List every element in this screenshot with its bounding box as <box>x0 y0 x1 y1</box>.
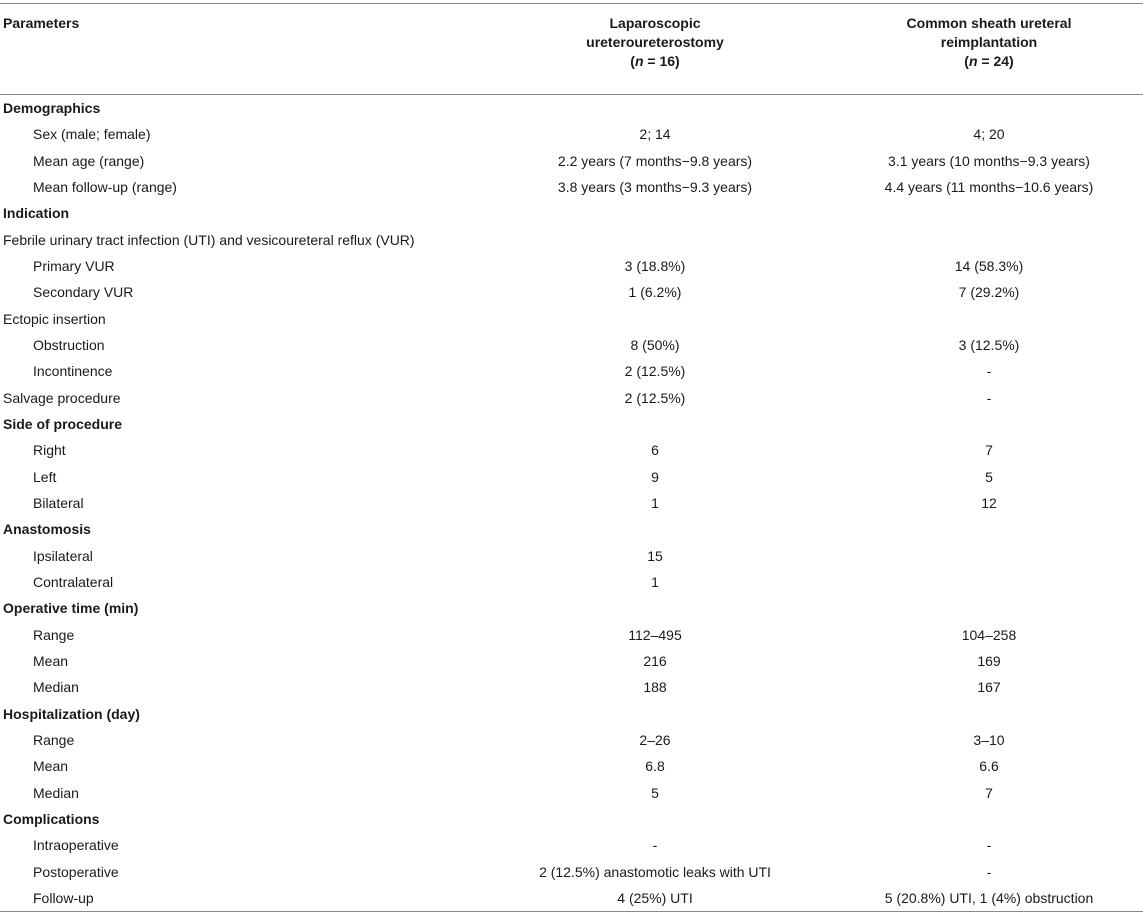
laparoscopic-value: 188 <box>643 679 667 696</box>
section-heading: Operative time (min) <box>3 600 139 617</box>
table-row <box>0 595 1143 621</box>
section-heading: Side of procedure <box>3 415 123 432</box>
table-row <box>0 411 1143 437</box>
table-row <box>0 226 1143 252</box>
row-label: Range <box>33 732 75 749</box>
common-sheath-value: - <box>986 863 992 880</box>
laparoscopic-value: 112–495 <box>628 626 682 643</box>
row-label: Right <box>33 442 66 459</box>
common-sheath-value: - <box>986 363 992 380</box>
table-row <box>0 806 1143 832</box>
laparoscopic-value <box>475 200 835 226</box>
laparoscopic-value <box>475 95 835 122</box>
laparoscopic-value: 2 (12.5%) <box>624 363 686 380</box>
table-row <box>0 490 1143 516</box>
table-body <box>0 95 1143 912</box>
common-sheath-value <box>835 569 1143 595</box>
laparoscopic-value: 2; 14 <box>639 126 671 143</box>
laparoscopic-value: 15 <box>647 547 663 564</box>
common-sheath-value: 5 <box>985 468 993 485</box>
header-group2-line1: Common sheath ureteral <box>906 15 1072 31</box>
table-row <box>0 859 1143 885</box>
table-row <box>0 384 1143 410</box>
table-row <box>0 516 1143 542</box>
common-sheath-value: 169 <box>977 653 1001 670</box>
laparoscopic-value: 1 (6.2%) <box>628 284 682 301</box>
common-sheath-value: 7 (29.2%) <box>958 284 1020 301</box>
table-row <box>0 753 1143 779</box>
section-heading: Indication <box>3 205 70 222</box>
laparoscopic-value <box>475 305 835 331</box>
table-row <box>0 332 1143 358</box>
table-row <box>0 701 1143 727</box>
row-label: Bilateral <box>33 494 84 511</box>
row-label: Median <box>33 679 79 696</box>
header-group1-line1: Laparoscopic <box>609 15 701 31</box>
row-label: Range <box>33 626 75 643</box>
common-sheath-value: 14 (58.3%) <box>954 257 1024 274</box>
section-heading: Hospitalization (day) <box>3 705 140 722</box>
table-row <box>0 832 1143 858</box>
table-row <box>0 147 1143 173</box>
common-sheath-value <box>835 595 1143 621</box>
table-row <box>0 885 1143 912</box>
laparoscopic-value <box>475 516 835 542</box>
laparoscopic-value: 9 <box>651 468 659 485</box>
laparoscopic-value: 216 <box>643 653 667 670</box>
table-row <box>0 358 1143 384</box>
table-row <box>0 437 1143 463</box>
laparoscopic-value: 5 <box>651 784 659 801</box>
laparoscopic-value: 4 (25%) UTI <box>475 885 835 912</box>
row-label: Follow-up <box>0 885 475 912</box>
header-group2-n-label: n <box>968 53 978 69</box>
row-label: Febrile urinary tract infection (UTI) and vesicoureteral reflux (VUR) <box>3 231 415 248</box>
laparoscopic-value <box>475 806 835 832</box>
header-group2-n: (n = 24) <box>964 53 1014 69</box>
table-row <box>0 95 1143 122</box>
section-heading: Complications <box>3 811 100 828</box>
laparoscopic-value: 6.8 <box>645 758 665 775</box>
common-sheath-value: 4.4 years (11 months−10.6 years) <box>884 178 1094 195</box>
table-row <box>0 174 1143 200</box>
header-group1-n-value: = 16 <box>647 53 676 69</box>
common-sheath-value <box>835 226 1143 252</box>
common-sheath-value <box>835 701 1143 727</box>
common-sheath-value: 3.1 years (10 months−9.3 years) <box>888 152 1090 169</box>
laparoscopic-value <box>475 411 835 437</box>
row-label: Primary VUR <box>33 257 115 274</box>
laparoscopic-value: 8 (50%) <box>630 336 680 353</box>
table-row <box>0 780 1143 806</box>
common-sheath-value <box>835 543 1143 569</box>
laparoscopic-value: 2–26 <box>639 732 671 749</box>
row-label: Incontinence <box>33 363 113 380</box>
common-sheath-value: - <box>986 389 992 406</box>
header-group2-n-value: = 24 <box>981 53 1010 69</box>
common-sheath-value: 4; 20 <box>973 126 1005 143</box>
row-label: Mean <box>33 653 69 670</box>
table-row <box>0 253 1143 279</box>
laparoscopic-value: 2 (12.5%) anastomotic leaks with UTI <box>539 863 771 880</box>
laparoscopic-value: 6 <box>651 442 659 459</box>
laparoscopic-value: 2 (12.5%) <box>624 389 686 406</box>
table-row <box>0 463 1143 489</box>
header-row <box>0 4 1143 95</box>
laparoscopic-value: 1 <box>651 494 659 511</box>
table-row <box>0 121 1143 147</box>
table-header <box>0 4 1143 95</box>
common-sheath-value: 167 <box>977 679 1001 696</box>
common-sheath-value <box>835 516 1143 542</box>
table-row <box>0 279 1143 305</box>
common-sheath-value: - <box>986 837 992 854</box>
laparoscopic-value: 3 (18.8%) <box>624 257 686 274</box>
row-label: Postoperative <box>33 863 119 880</box>
header-parameters-label: Parameters <box>3 15 80 31</box>
row-label: Sex (male; female) <box>33 126 151 143</box>
common-sheath-value: 7 <box>985 784 993 801</box>
common-sheath-value: 3 (12.5%) <box>958 336 1020 353</box>
row-label: Salvage procedure <box>3 389 121 406</box>
table-row <box>0 674 1143 700</box>
laparoscopic-value <box>475 595 835 621</box>
row-label: Mean age (range) <box>33 152 145 169</box>
common-sheath-value: 5 (20.8%) UTI, 1 (4%) obstruction <box>835 885 1143 912</box>
common-sheath-value <box>835 200 1143 226</box>
common-sheath-value: 6.6 <box>979 758 999 775</box>
laparoscopic-value: 3.8 years (3 months−9.3 years) <box>557 178 753 195</box>
laparoscopic-value: 1 <box>651 574 659 591</box>
laparoscopic-value <box>475 226 835 252</box>
common-sheath-value <box>835 411 1143 437</box>
table-row <box>0 727 1143 753</box>
section-heading: Demographics <box>3 100 101 116</box>
header-group-laparoscopic <box>475 4 835 95</box>
common-sheath-value: 104–258 <box>961 626 1017 643</box>
row-label: Ipsilateral <box>33 547 93 564</box>
row-label: Ectopic insertion <box>3 310 106 327</box>
table-row <box>0 200 1143 226</box>
header-parameters <box>0 4 475 95</box>
header-group2-line2: reimplantation <box>940 34 1038 50</box>
header-group-common-sheath <box>835 4 1143 95</box>
common-sheath-value <box>835 95 1143 122</box>
table-row <box>0 648 1143 674</box>
row-label: Secondary VUR <box>33 284 134 301</box>
laparoscopic-value: - <box>652 837 658 854</box>
table-row <box>0 569 1143 595</box>
laparoscopic-value: 2.2 years (7 months−9.8 years) <box>557 152 753 169</box>
common-sheath-value: 12 <box>981 494 997 511</box>
row-label: Mean follow-up (range) <box>33 178 177 195</box>
header-group1-line2: ureteroureterostomy <box>586 34 724 50</box>
row-label: Contralateral <box>33 574 114 591</box>
row-label: Median <box>33 784 79 801</box>
common-sheath-value: 7 <box>985 442 993 459</box>
common-sheath-value: 3–10 <box>973 732 1005 749</box>
row-label: Obstruction <box>33 336 105 353</box>
table-row <box>0 305 1143 331</box>
row-label: Left <box>33 468 57 485</box>
comparison-table <box>0 3 1143 912</box>
laparoscopic-value <box>475 701 835 727</box>
header-group1-n: (n = 16) <box>630 53 680 69</box>
common-sheath-value <box>835 806 1143 832</box>
table-row <box>0 543 1143 569</box>
row-label: Mean <box>33 758 69 775</box>
section-heading: Anastomosis <box>3 521 91 538</box>
header-group1-n-label: n <box>634 53 644 69</box>
row-label: Intraoperative <box>33 837 119 854</box>
common-sheath-value <box>835 305 1143 331</box>
table-row <box>0 622 1143 648</box>
